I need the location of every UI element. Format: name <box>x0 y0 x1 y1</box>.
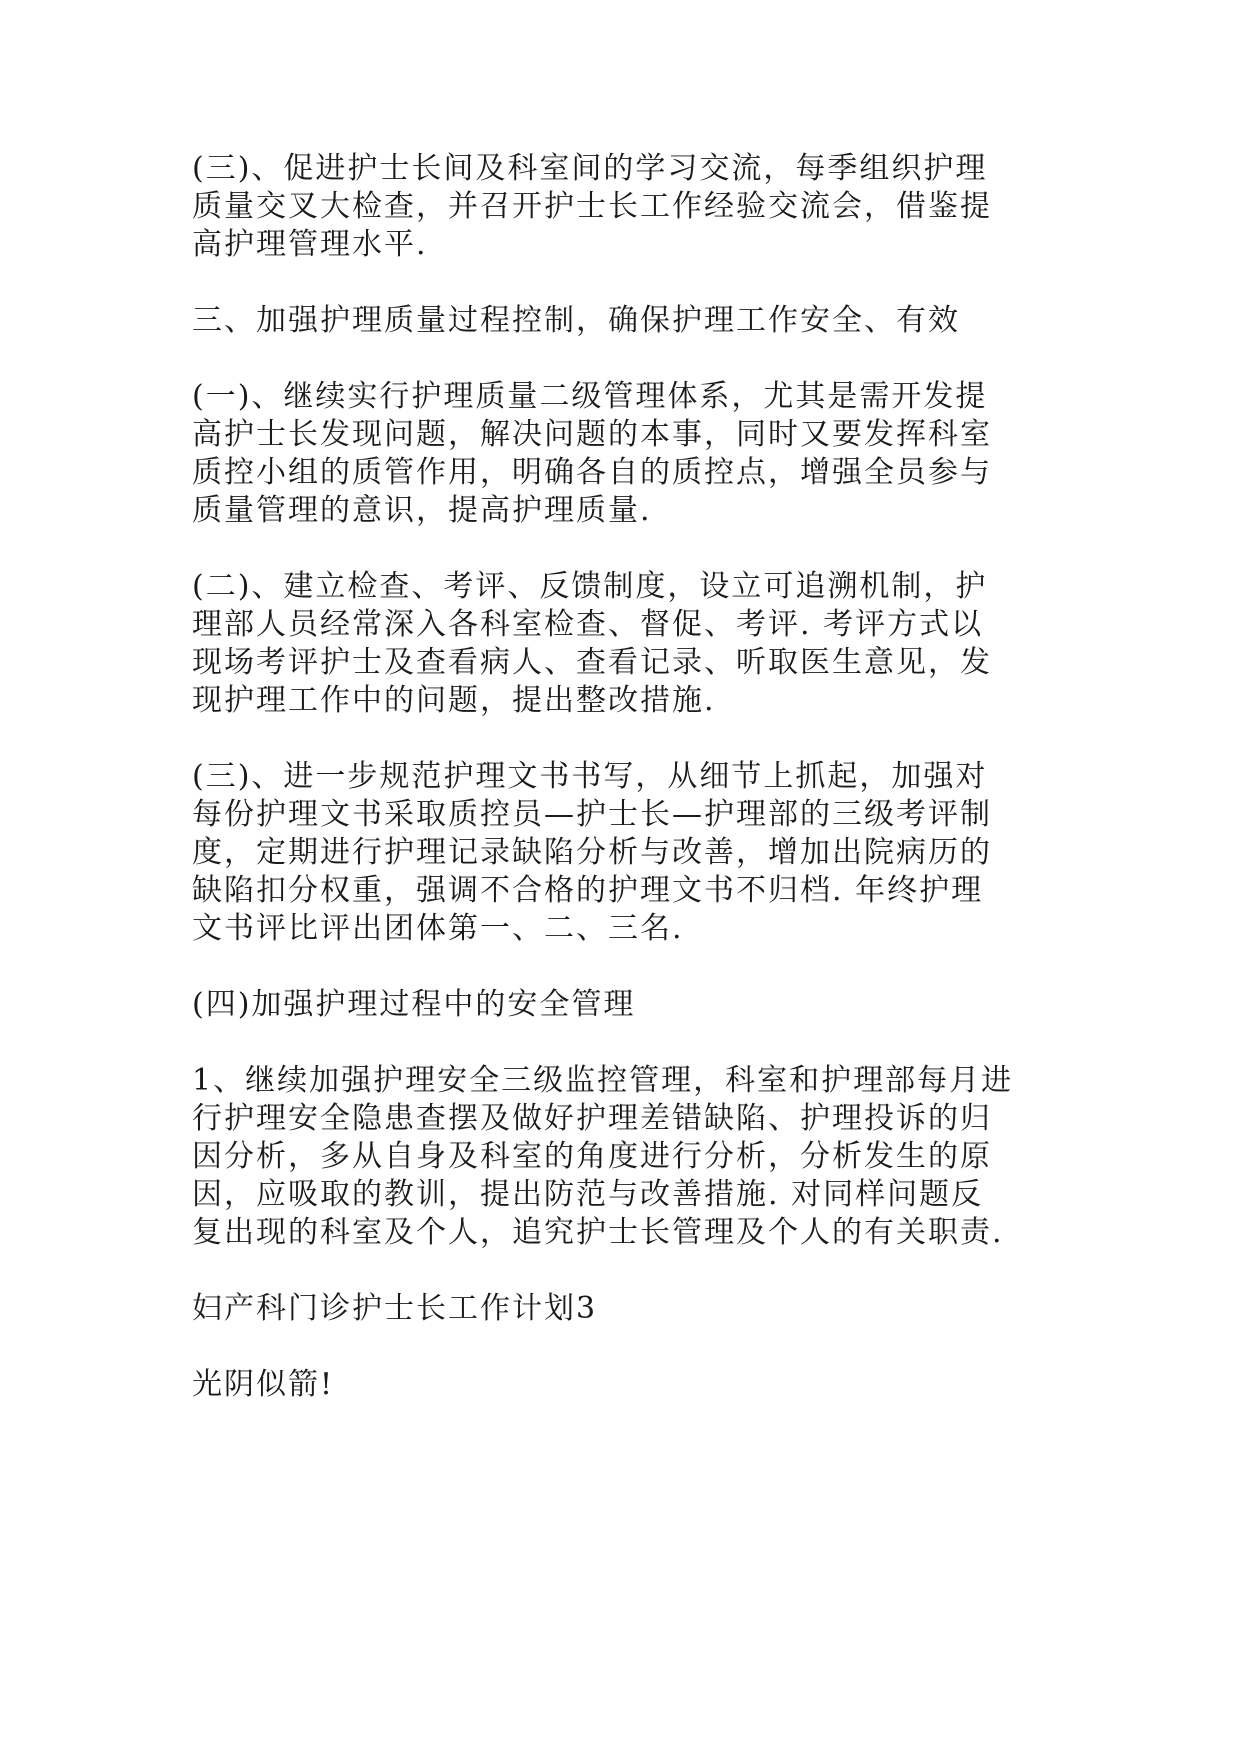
text-line: (三)、促进护士长间及科室间的学习交流，每季组织护理 <box>192 151 988 186</box>
text-line: (一)、继续实行护理质量二级管理体系，尤其是需开发提 <box>192 379 988 414</box>
paragraph-safety <box>192 1062 1072 1252</box>
subsection-heading <box>192 986 1072 1024</box>
text-line: (二)、建立检查、考评、反馈制度，设立可追溯机制，护 <box>192 569 988 604</box>
text-line: (三)、进一步规范护理文书书写，从细节上抓起，加强对 <box>192 759 988 794</box>
heading-line: (四)加强护理过程中的安全管理 <box>192 987 636 1022</box>
section-heading <box>192 302 1072 340</box>
text-line: 质控小组的质管作用，明确各自的质控点，增强全员参与 <box>192 455 992 490</box>
text-line: 现护理工作中的问题，提出整改措施. <box>192 683 716 718</box>
text-line: 光阴似箭! <box>192 1367 335 1402</box>
text-line: 每份护理文书采取质控员—护士长—护理部的三级考评制 <box>192 797 992 832</box>
text-line: 高护理管理水平. <box>192 227 428 262</box>
title-line: 妇产科门诊护士长工作计划3 <box>192 1291 598 1326</box>
text-line: 理部人员经常深入各科室检查、督促、考评. 考评方式以 <box>192 607 984 642</box>
text-line: 复出现的科室及个人，追究护士长管理及个人的有关职责. <box>192 1215 1004 1250</box>
heading-line: 三、加强护理质量过程控制，确保护理工作安全、有效 <box>192 303 960 338</box>
paragraph-exchange <box>192 150 1072 264</box>
text-line: 因分析，多从自身及科室的角度进行分析，分析发生的原 <box>192 1139 992 1174</box>
paragraph-quality-system <box>192 378 1072 530</box>
text-line: 行护理安全隐患查摆及做好护理差错缺陷、护理投诉的归 <box>192 1101 992 1136</box>
text-line: 因，应吸取的教训，提出防范与改善措施. 对同样问题反 <box>192 1177 984 1212</box>
text-line: 质量管理的意识，提高护理质量. <box>192 493 652 528</box>
plan-title <box>192 1290 1072 1328</box>
paragraph-documentation <box>192 758 1072 948</box>
text-line: 质量交叉大检查，并召开护士长工作经验交流会，借鉴提 <box>192 189 992 224</box>
document-body <box>192 150 1072 1442</box>
text-line: 缺陷扣分权重，强调不合格的护理文书不归档. 年终护理 <box>192 873 984 908</box>
text-line: 1、继续加强护理安全三级监控管理，科室和护理部每月进 <box>192 1063 1014 1098</box>
text-line: 高护士长发现问题，解决问题的本事，同时又要发挥科室 <box>192 417 992 452</box>
paragraph-inspection <box>192 568 1072 720</box>
text-line: 文书评比评出团体第一、二、三名. <box>192 911 684 946</box>
text-line: 现场考评护士及查看病人、查看记录、听取医生意见，发 <box>192 645 992 680</box>
text-line: 度，定期进行护理记录缺陷分析与改善，增加出院病历的 <box>192 835 992 870</box>
paragraph-opening <box>192 1366 1072 1404</box>
